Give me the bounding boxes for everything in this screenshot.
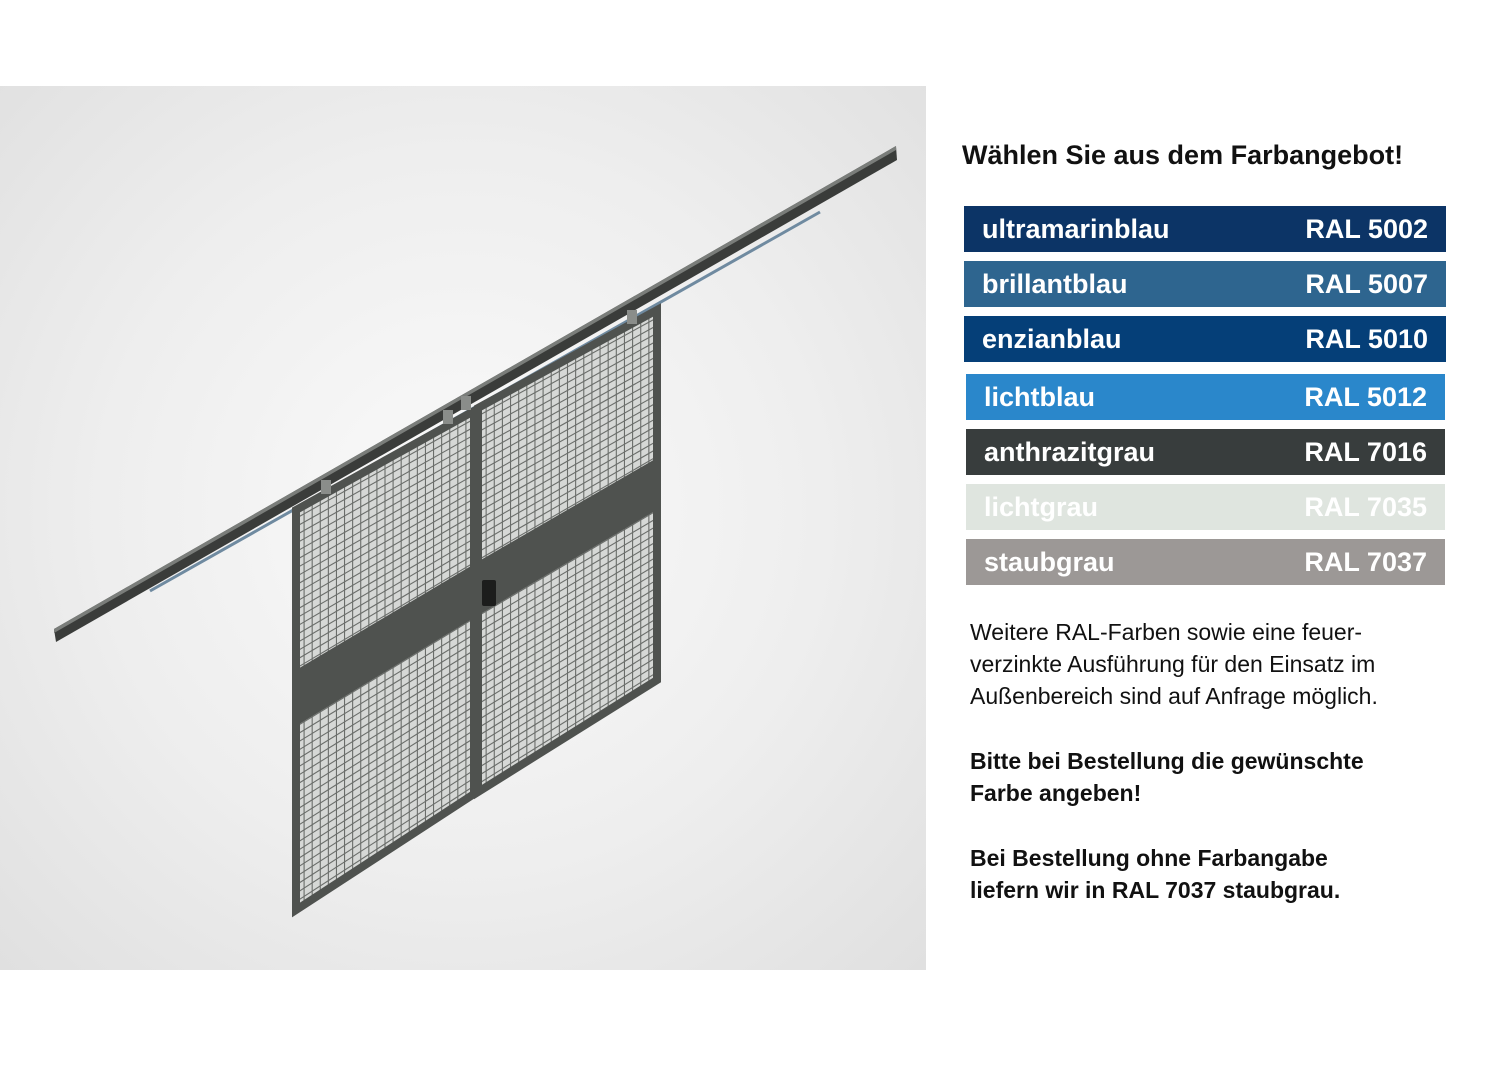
swatch-code: RAL 5010 — [1305, 323, 1428, 354]
hanger-roller — [461, 396, 471, 410]
swatch-code: RAL 5002 — [1305, 213, 1428, 244]
info-line: verzinkte Ausführung für den Einsatz im — [970, 651, 1376, 677]
notice-line: Farbe angeben! — [970, 780, 1142, 806]
swatch-name: anthrazitgrau — [984, 436, 1156, 467]
hanger-roller — [321, 480, 331, 494]
swatch-code: RAL 7035 — [1304, 491, 1427, 522]
notice-line: Bitte bei Bestellung die gewünschte — [970, 748, 1364, 774]
hanger-roller — [627, 310, 637, 324]
swatch-name: lichtgrau — [984, 491, 1099, 522]
order-notice — [970, 745, 1470, 809]
swatch-name: brillantblau — [982, 268, 1128, 299]
swatch-staubgrau — [966, 539, 1445, 585]
default-line: Bei Bestellung ohne Farbangabe — [970, 845, 1328, 871]
swatch-code: RAL 5007 — [1305, 268, 1428, 299]
sliding-door-illustration — [0, 86, 926, 970]
swatch-name: enzianblau — [982, 323, 1122, 354]
info-text — [970, 616, 1470, 712]
page-heading: Wählen Sie aus dem Farbangebot! — [962, 140, 1404, 170]
swatch-enzianblau — [964, 316, 1446, 362]
product-image — [0, 86, 926, 970]
hanger-roller — [443, 410, 453, 424]
swatch-ultramarinblau — [964, 206, 1446, 252]
default-color-notice — [970, 842, 1470, 906]
swatch-lichtblau — [966, 374, 1445, 420]
swatch-lichtgrau — [966, 484, 1445, 530]
info-line: Weitere RAL-Farben sowie eine feuer- — [970, 619, 1363, 645]
swatch-anthrazitgrau — [966, 429, 1445, 475]
swatch-name: lichtblau — [984, 381, 1096, 412]
door-handle — [482, 580, 496, 606]
swatch-code: RAL 7016 — [1304, 436, 1427, 467]
swatch-code: RAL 5012 — [1304, 381, 1427, 412]
info-line: Außenbereich sind auf Anfrage möglich. — [970, 683, 1378, 709]
swatch-brillantblau — [964, 261, 1446, 307]
swatch-name: staubgrau — [984, 546, 1115, 577]
swatch-name: ultramarinblau — [982, 213, 1170, 244]
swatch-code: RAL 7037 — [1304, 546, 1427, 577]
default-line: liefern wir in RAL 7037 staubgrau. — [970, 877, 1341, 903]
